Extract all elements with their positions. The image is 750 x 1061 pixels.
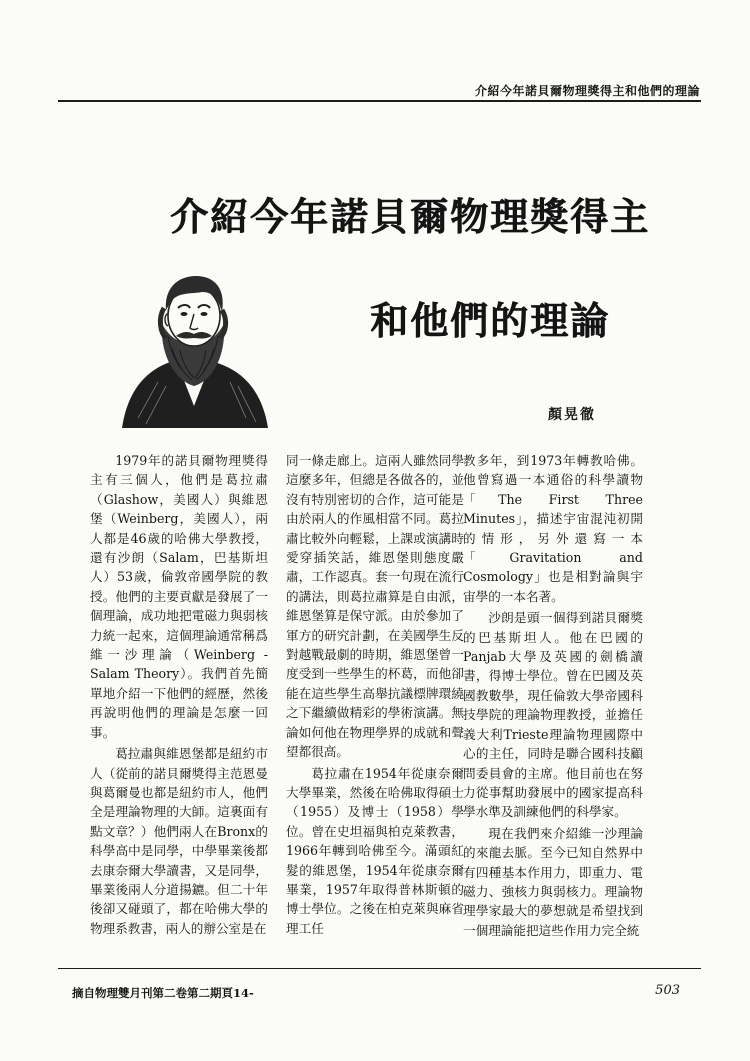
article-title: 介紹今年諾貝爾物理獎得主 (170, 194, 651, 239)
header-rule (58, 100, 701, 102)
body-column-2 (286, 451, 464, 938)
footer-rule (58, 968, 701, 969)
paragraph: 葛拉肅與維恩堡都是紐約市人（從前的諾貝爾獎得主范恩曼與葛爾曼也都是紐約市人，他們全是理論物理的大師。這裏面有點文章？）他們兩人在Bronx的科學高中是同學，中學畢業後都去康奈爾大學讀書，又是同學，畢業後兩人分道揚鑣。但二十年後卻又碰頭了，都在哈佛大學的物理系教書，兩人的辦公室是在 (90, 746, 268, 936)
running-head: 介紹今年諾貝爾物理獎得主和他們的理論 (474, 84, 700, 98)
paragraph: 葛拉肅在1954年從康奈爾大學畢業，然後在哈佛取得碩士（1955）及博士（1958）學位。曾在史坦福與柏克萊教書，1966年轉到哈佛至今。滿頭紅髮的維恩堡，1954年從康奈爾畢業，1957年取得普林斯頓的博士學位。之後在柏克萊與麻省理工任 (286, 765, 464, 936)
body-column-1 (90, 451, 268, 938)
source-note: 摘自物理雙月刊第二卷第二期頁14- (72, 986, 254, 1000)
body-column-3 (463, 451, 643, 940)
paragraph: 沙朗是頭一個得到諾貝爾獎的巴基斯坦人。他在巴國的Panjab大學及英國的劍橋讀書，得博士學位。曾在巴國及英國教數學，現任倫敦大學帝國科技學院的理論物理教授，並擔任義大利Trieste理論物理國際中心的主任，同時是聯合國科技顧問委員會的主席。他目前也在努力從事幫助發展中的國家提高科學水準及訓練他們的科學家。 (463, 610, 643, 820)
paragraph: 1979年的諾貝爾物理獎得主有三個人，他們是葛拉肅（Glashow，美國人）與維恩堡（Weinberg，美國人），兩人都是46歲的哈佛大學教授，還有沙朗（Salam，巴基斯坦人）53歲，倫敦帝國學院的教授。他們的主要貢獻是發展了一個理論，成功地把電磁力與弱核力統一起來，這個理論通常稱爲維一沙理論（Weinberg - Salam Theory）。我們首先簡單地介紹一下他們的經歷，然後再說明他們的理論是怎麼一回事。 (90, 453, 268, 740)
author-name: 顏晃徹 (548, 407, 596, 423)
paragraph: 教多年，到1973年轉教哈佛。他曾寫過一本通俗的科學讀物「The First Three Minutes」，描述宇宙混沌初開的情形，另外還寫一本「Gravitation and Cosmology」也是相對論與宇宙學的一本名著。 (463, 453, 643, 604)
page-number: 503 (655, 983, 680, 998)
portrait-illustration (118, 258, 278, 430)
article-subtitle: 和他們的理論 (370, 298, 611, 343)
paragraph: 現在我們來介紹維一沙理論的來龍去脈。至今已知自然界中有四種基本作用力，即重力、電磁力、強核力與弱核力。理論物理學家最大的夢想就是希望找到一個理論能把這些作用力完全統 (463, 825, 643, 938)
paragraph: 同一條走廊上。這兩人雖然同學這麼多年，但總是各做各的，並沒有特別密切的合作，這可能是由於兩人的作風相當不同。葛拉肅比較外向輕鬆，上課或演講時愛穿插笑話，維恩堡則態度嚴肅，工作認真。套一句現在流行的講法，則葛拉肅算是自由派，維恩堡算是保守派。由於參加了軍方的研究計劃，在美國學生反對越戰最劇的時期，維恩堡曾一度受到一些學生的杯葛，而他卻能在這些學生高舉抗議標牌環繞之下繼續做精彩的學術演講。無論如何他在物理學界的成就和聲望都很高。 (286, 453, 464, 760)
